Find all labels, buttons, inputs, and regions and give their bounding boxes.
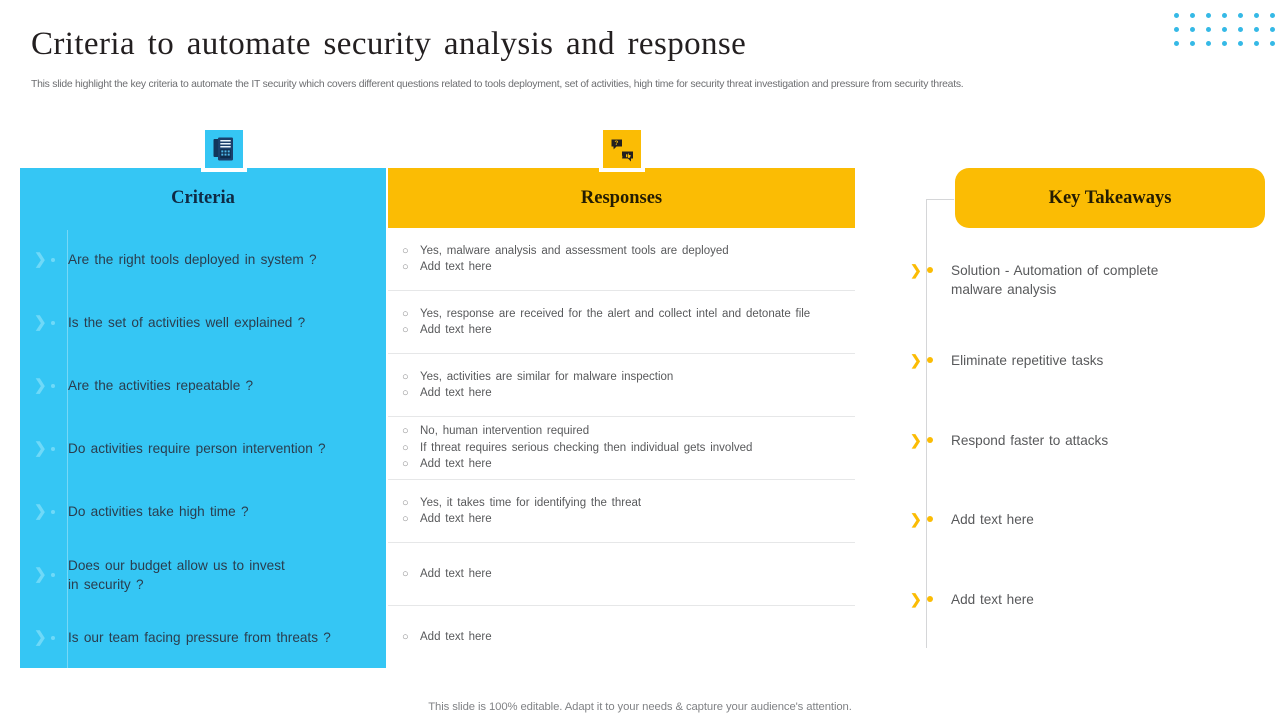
grid-dot xyxy=(1270,41,1275,46)
response-row[interactable] xyxy=(388,354,855,417)
circle-bullet-icon: ○ xyxy=(402,307,409,320)
grid-dot xyxy=(1254,41,1259,46)
takeaway-item[interactable] xyxy=(905,431,1265,450)
circle-bullet-icon: ○ xyxy=(402,496,409,509)
response-text: Add text here xyxy=(420,567,492,580)
criteria-label: Is the set of activities well explained ? xyxy=(68,315,306,330)
takeaway-item[interactable] xyxy=(905,351,1265,370)
grid-dot xyxy=(1174,27,1179,32)
takeaway-item[interactable] xyxy=(905,510,1265,529)
key-takeaways-label: Key Takeaways xyxy=(1048,187,1172,208)
page-subtitle: This slide highlight the key criteria to automate the IT security which covers different questions related to tools deployment, set of activities, high time for security threat investigation and pressure from security threats. xyxy=(31,79,964,90)
criteria-row[interactable] xyxy=(20,606,386,669)
takeaway-label: Respond faster to attacks xyxy=(951,433,1109,448)
response-row[interactable] xyxy=(388,543,855,606)
response-text: Add text here xyxy=(420,513,492,525)
key-takeaways-header xyxy=(955,168,1265,228)
criteria-label: Does our budget allow us to invest in security ? xyxy=(68,557,285,592)
document-calculator-icon xyxy=(201,126,247,172)
circle-bullet-icon: ○ xyxy=(402,458,409,471)
criteria-header-label: Criteria xyxy=(171,187,235,208)
grid-dot xyxy=(1238,27,1243,32)
responses-column-header xyxy=(388,168,855,228)
chevron-dot-bullet-icon: ❯ xyxy=(905,351,951,368)
criteria-row[interactable] xyxy=(20,480,386,543)
response-text: Add text here xyxy=(420,261,492,273)
grid-dot xyxy=(1270,13,1275,18)
grid-dot xyxy=(1206,41,1211,46)
grid-dot xyxy=(1190,13,1195,18)
grid-dot xyxy=(1206,13,1211,18)
response-text: Add text here xyxy=(420,387,492,399)
grid-dot xyxy=(1174,13,1179,18)
criteria-column-header xyxy=(20,168,386,228)
page-title: Criteria to automate security analysis and response xyxy=(31,26,747,62)
chevron-dot-bullet-icon: ❯ xyxy=(34,315,68,330)
response-line xyxy=(402,440,849,457)
grid-dot xyxy=(1222,13,1227,18)
response-text: Add text here xyxy=(420,631,492,644)
response-text: If threat requires serious checking then individual gets involved xyxy=(420,441,753,454)
response-line xyxy=(402,495,849,512)
takeaway-label: Add text here xyxy=(951,592,1034,607)
response-line xyxy=(402,456,849,473)
criteria-responses-table xyxy=(20,139,855,668)
response-text: Yes, response are received for the alert and collect intel and detonate file xyxy=(420,307,811,320)
grid-dot xyxy=(1190,27,1195,32)
response-line xyxy=(402,566,849,583)
chevron-dot-bullet-icon: ❯ xyxy=(905,431,951,448)
takeaway-label: Add text here xyxy=(951,512,1034,527)
circle-bullet-icon: ○ xyxy=(402,425,409,438)
grid-dot xyxy=(1238,13,1243,18)
circle-bullet-icon: ○ xyxy=(402,244,409,257)
response-text: Yes, it takes time for identifying the threat xyxy=(420,496,642,509)
circle-bullet-icon: ○ xyxy=(402,513,409,525)
chat-response-icon xyxy=(599,126,645,172)
criteria-row[interactable] xyxy=(20,543,386,606)
chevron-dot-bullet-icon: ❯ xyxy=(905,510,951,527)
response-row[interactable] xyxy=(388,417,855,480)
criteria-label: Are the right tools deployed in system ? xyxy=(68,252,317,267)
grid-dot xyxy=(1254,27,1259,32)
response-row[interactable] xyxy=(388,228,855,291)
chevron-dot-bullet-icon: ❯ xyxy=(905,590,951,607)
takeaway-label: Eliminate repetitive tasks xyxy=(951,353,1104,368)
response-line xyxy=(402,369,849,386)
grid-dot xyxy=(1174,41,1179,46)
circle-bullet-icon: ○ xyxy=(402,631,409,644)
criteria-row[interactable] xyxy=(20,354,386,417)
response-line xyxy=(402,511,849,528)
takeaway-label: Solution - Automation of complete malware analysis xyxy=(951,263,1159,297)
criteria-row-list xyxy=(20,228,386,669)
criteria-row[interactable] xyxy=(20,291,386,354)
decorative-dot-grid xyxy=(1168,8,1280,50)
svg-text:?: ? xyxy=(614,139,618,147)
circle-bullet-icon: ○ xyxy=(402,261,409,273)
footer-note: This slide is 100% editable. Adapt it to your needs & capture your audience's attention. xyxy=(428,701,852,713)
circle-bullet-icon: ○ xyxy=(402,370,409,383)
grid-dot xyxy=(1254,13,1259,18)
criteria-label: Are the activities repeatable ? xyxy=(68,378,254,393)
response-line xyxy=(402,423,849,440)
circle-bullet-icon: ○ xyxy=(402,441,409,454)
criteria-label: Do activities take high time ? xyxy=(68,504,249,519)
chevron-dot-bullet-icon: ❯ xyxy=(34,504,68,519)
response-line xyxy=(402,243,849,260)
chevron-dot-bullet-icon: ❯ xyxy=(34,378,68,393)
criteria-label: Is our team facing pressure from threats ? xyxy=(68,630,331,645)
circle-bullet-icon: ○ xyxy=(402,387,409,399)
response-line xyxy=(402,306,849,323)
criteria-label: Do activities require person intervention ? xyxy=(68,441,326,456)
chevron-dot-bullet-icon: ❯ xyxy=(34,567,68,582)
grid-dot xyxy=(1222,41,1227,46)
chevron-dot-bullet-icon: ❯ xyxy=(905,261,951,278)
grid-dot xyxy=(1238,41,1243,46)
takeaway-item[interactable] xyxy=(905,261,1265,299)
takeaway-item[interactable] xyxy=(905,590,1265,609)
criteria-row[interactable] xyxy=(20,417,386,480)
response-row[interactable] xyxy=(388,480,855,543)
response-text: Yes, malware analysis and assessment tools are deployed xyxy=(420,244,729,257)
response-text: Add text here xyxy=(420,458,492,471)
response-row-list xyxy=(388,228,855,669)
criteria-row[interactable] xyxy=(20,228,386,291)
grid-dot xyxy=(1222,27,1227,32)
response-text: No, human intervention required xyxy=(420,425,590,438)
chevron-dot-bullet-icon: ❯ xyxy=(34,630,68,645)
responses-header-label: Responses xyxy=(580,187,663,208)
grid-dot xyxy=(1206,27,1211,32)
response-line xyxy=(402,629,849,646)
circle-bullet-icon: ○ xyxy=(402,324,409,336)
key-takeaways-panel xyxy=(905,168,1265,668)
response-text: Add text here xyxy=(420,324,492,336)
response-line xyxy=(402,322,849,339)
circle-bullet-icon: ○ xyxy=(402,567,409,580)
response-row[interactable] xyxy=(388,291,855,354)
grid-dot xyxy=(1190,41,1195,46)
grid-dot xyxy=(1270,27,1275,32)
chevron-dot-bullet-icon: ❯ xyxy=(34,441,68,456)
chevron-dot-bullet-icon: ❯ xyxy=(34,252,68,267)
response-line xyxy=(402,259,849,276)
response-row[interactable] xyxy=(388,606,855,669)
response-line xyxy=(402,385,849,402)
response-text: Yes, activities are similar for malware inspection xyxy=(420,370,674,383)
